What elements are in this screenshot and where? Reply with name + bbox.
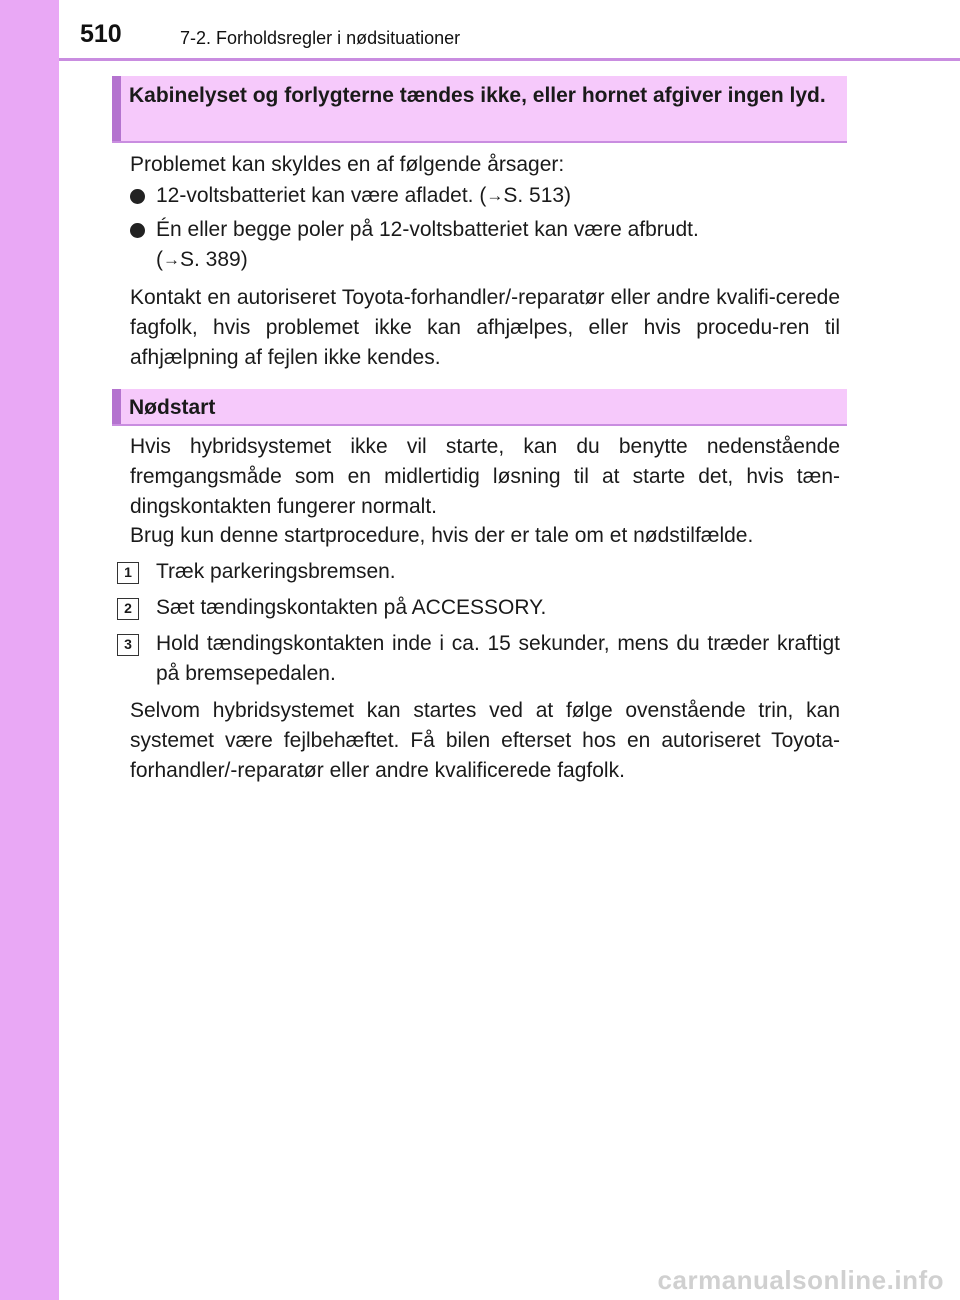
contact-text: Kontakt en autoriseret Toyota-forhandler/-reparatør eller andre kvalifi-cerede fagfolk, hvis problemet ikke kan afhjælpes, eller hvis procedu-ren til afhjælpning af fejlen ikke kendes. — [130, 286, 840, 369]
page-number: 510 — [80, 20, 122, 48]
outro-text: Selvom hybridsystemet kan startes ved at følge ovenstående trin, kan systemet være fejlbehæftet. Få bilen efterset hos en autoriseret Toyota-forhandler/-reparatør eller andre kvalificerede fagfolk. — [130, 699, 840, 782]
step-number: 3 — [117, 634, 139, 656]
step-number: 2 — [117, 598, 139, 620]
intro-text: Problemet kan skyldes en af følgende årsager: — [130, 153, 565, 176]
step-number: 1 — [117, 562, 139, 584]
step-text: Træk parkeringsbremsen. — [156, 560, 396, 583]
bullet-text: Én eller begge poler på 12-voltsbatteriet kan være afbrudt. — [156, 218, 699, 241]
watermark: carmanualsonline.info — [657, 1265, 944, 1295]
step-text: Hold tændingskontakten inde i ca. 15 sekunder, mens du træder kraftigt på bremsepedalen. — [156, 632, 840, 685]
section-heading-box — [112, 389, 847, 426]
bullet-icon — [130, 189, 145, 204]
chapter-title: 7-2. Forholdsregler i nødsituationer — [180, 28, 461, 48]
step-text: Sæt tændingskontakten på ACCESSORY. — [156, 596, 547, 619]
list-item: Én eller begge poler på 12-voltsbatteriet kan være afbrudt. (→S. 389) — [130, 215, 840, 275]
step-item — [117, 629, 840, 689]
bullet-icon — [130, 223, 145, 238]
bullet-text: 12-voltsbatteriet kan være afladet. ( — [156, 184, 487, 207]
step-item — [117, 593, 840, 623]
step-item — [117, 557, 840, 587]
page-reference: S. 513) — [503, 184, 572, 207]
arrow-icon: → — [486, 186, 504, 205]
note-text: Brug kun denne startprocedure, hvis der er tale om et nødstilfælde. — [130, 524, 754, 547]
header-divider — [59, 58, 960, 61]
page-side-tab — [0, 0, 59, 1300]
list-item — [130, 181, 840, 211]
section-title: Nødstart — [129, 396, 216, 419]
intro-text: Hvis hybridsystemet ikke vil starte, kan du benytte nedenstående fremgangsmåde som en midlertidig løsning til at starte det, hvis tæn-dingskontakten fungerer normalt. — [130, 435, 840, 518]
section-title: Kabinelyset og forlygterne tændes ikke, eller hornet afgiver ingen lyd. — [129, 84, 826, 107]
page-reference: S. 389) — [180, 248, 248, 271]
arrow-icon: → — [163, 250, 180, 269]
section-heading-box — [112, 76, 847, 143]
